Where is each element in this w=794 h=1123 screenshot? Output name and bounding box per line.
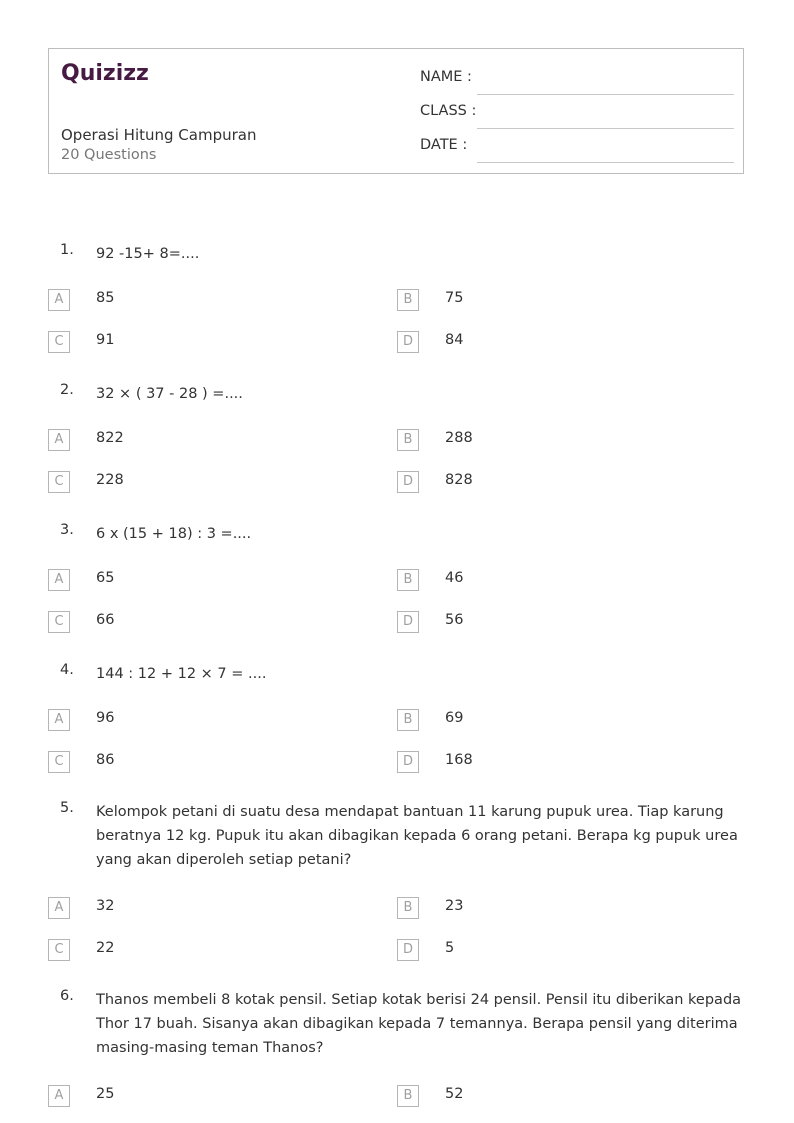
option-letter-box: B (397, 429, 419, 451)
option-value: 168 (445, 752, 473, 768)
option-value: 86 (96, 752, 115, 768)
date-label: DATE : (420, 137, 468, 153)
question-number: 2. (60, 382, 74, 398)
question-text: 144 : 12 + 12 × 7 = .... (96, 666, 267, 682)
option-letter-box: B (397, 289, 419, 311)
question-number: 1. (60, 242, 74, 258)
option-letter-box: A (48, 289, 70, 311)
option-letter-box: B (397, 897, 419, 919)
question-text: 92 -15+ 8=.... (96, 246, 200, 262)
option-value: 56 (445, 612, 464, 628)
option-value: 75 (445, 290, 464, 306)
class-line[interactable] (477, 128, 734, 129)
question-text: 6 x (15 + 18) : 3 =.... (96, 526, 252, 542)
option-value: 5 (445, 940, 455, 956)
option-value: 23 (445, 898, 464, 914)
question-number: 5. (60, 800, 74, 816)
option-value: 288 (445, 430, 473, 446)
option-value: 228 (96, 472, 124, 488)
option-letter-box: A (48, 897, 70, 919)
worksheet-header (48, 48, 744, 174)
option-value: 52 (445, 1086, 464, 1102)
option-value: 32 (96, 898, 115, 914)
question-number: 3. (60, 522, 74, 538)
option-letter-box: B (397, 569, 419, 591)
option-value: 84 (445, 332, 464, 348)
name-line[interactable] (477, 94, 734, 95)
date-field[interactable] (420, 137, 734, 161)
question-number: 4. (60, 662, 74, 678)
option-value: 96 (96, 710, 115, 726)
option-letter-box: C (48, 939, 70, 961)
option-value: 22 (96, 940, 115, 956)
option-letter-box: D (397, 939, 419, 961)
name-label: NAME : (420, 69, 472, 85)
question-count: 20 Questions (61, 147, 157, 163)
option-value: 66 (96, 612, 115, 628)
option-letter-box: A (48, 1085, 70, 1107)
option-letter-box: C (48, 331, 70, 353)
question-text: 32 × ( 37 - 28 ) =.... (96, 386, 243, 402)
option-value: 69 (445, 710, 464, 726)
class-label: CLASS : (420, 103, 477, 119)
option-value: 65 (96, 570, 115, 586)
question-text: Kelompok petani di suatu desa mendapat bantuan 11 karung pupuk urea. Tiap karung beratnya 12 kg. Pupuk itu akan dibagikan kepada 6 orang petani. Berapa kg pupuk urea yang akan diperoleh setiap petani? (96, 804, 738, 868)
option-letter-box: A (48, 569, 70, 591)
option-value: 822 (96, 430, 124, 446)
option-letter-box: B (397, 709, 419, 731)
option-letter-box: D (397, 331, 419, 353)
option-letter-box: D (397, 471, 419, 493)
option-value: 91 (96, 332, 115, 348)
option-letter-box: C (48, 471, 70, 493)
option-letter-box: D (397, 751, 419, 773)
option-value: 25 (96, 1086, 115, 1102)
name-field[interactable] (420, 69, 734, 93)
option-value: 85 (96, 290, 115, 306)
class-field[interactable] (420, 103, 734, 127)
option-letter-box: B (397, 1085, 419, 1107)
question-number: 6. (60, 988, 74, 1004)
option-value: 828 (445, 472, 473, 488)
date-line[interactable] (477, 162, 734, 163)
option-letter-box: A (48, 709, 70, 731)
worksheet-title: Operasi Hitung Campuran (61, 126, 257, 144)
option-value: 46 (445, 570, 464, 586)
option-letter-box: C (48, 751, 70, 773)
question-text: Thanos membeli 8 kotak pensil. Setiap kotak berisi 24 pensil. Pensil itu diberikan kepada Thor 17 buah. Sisanya akan dibagikan kepada 7 temannya. Berapa pensil yang diterima masing-masing teman Thanos? (96, 992, 742, 1056)
option-letter-box: D (397, 611, 419, 633)
option-letter-box: C (48, 611, 70, 633)
quizizz-logo: Quizizz (61, 61, 149, 86)
option-letter-box: A (48, 429, 70, 451)
